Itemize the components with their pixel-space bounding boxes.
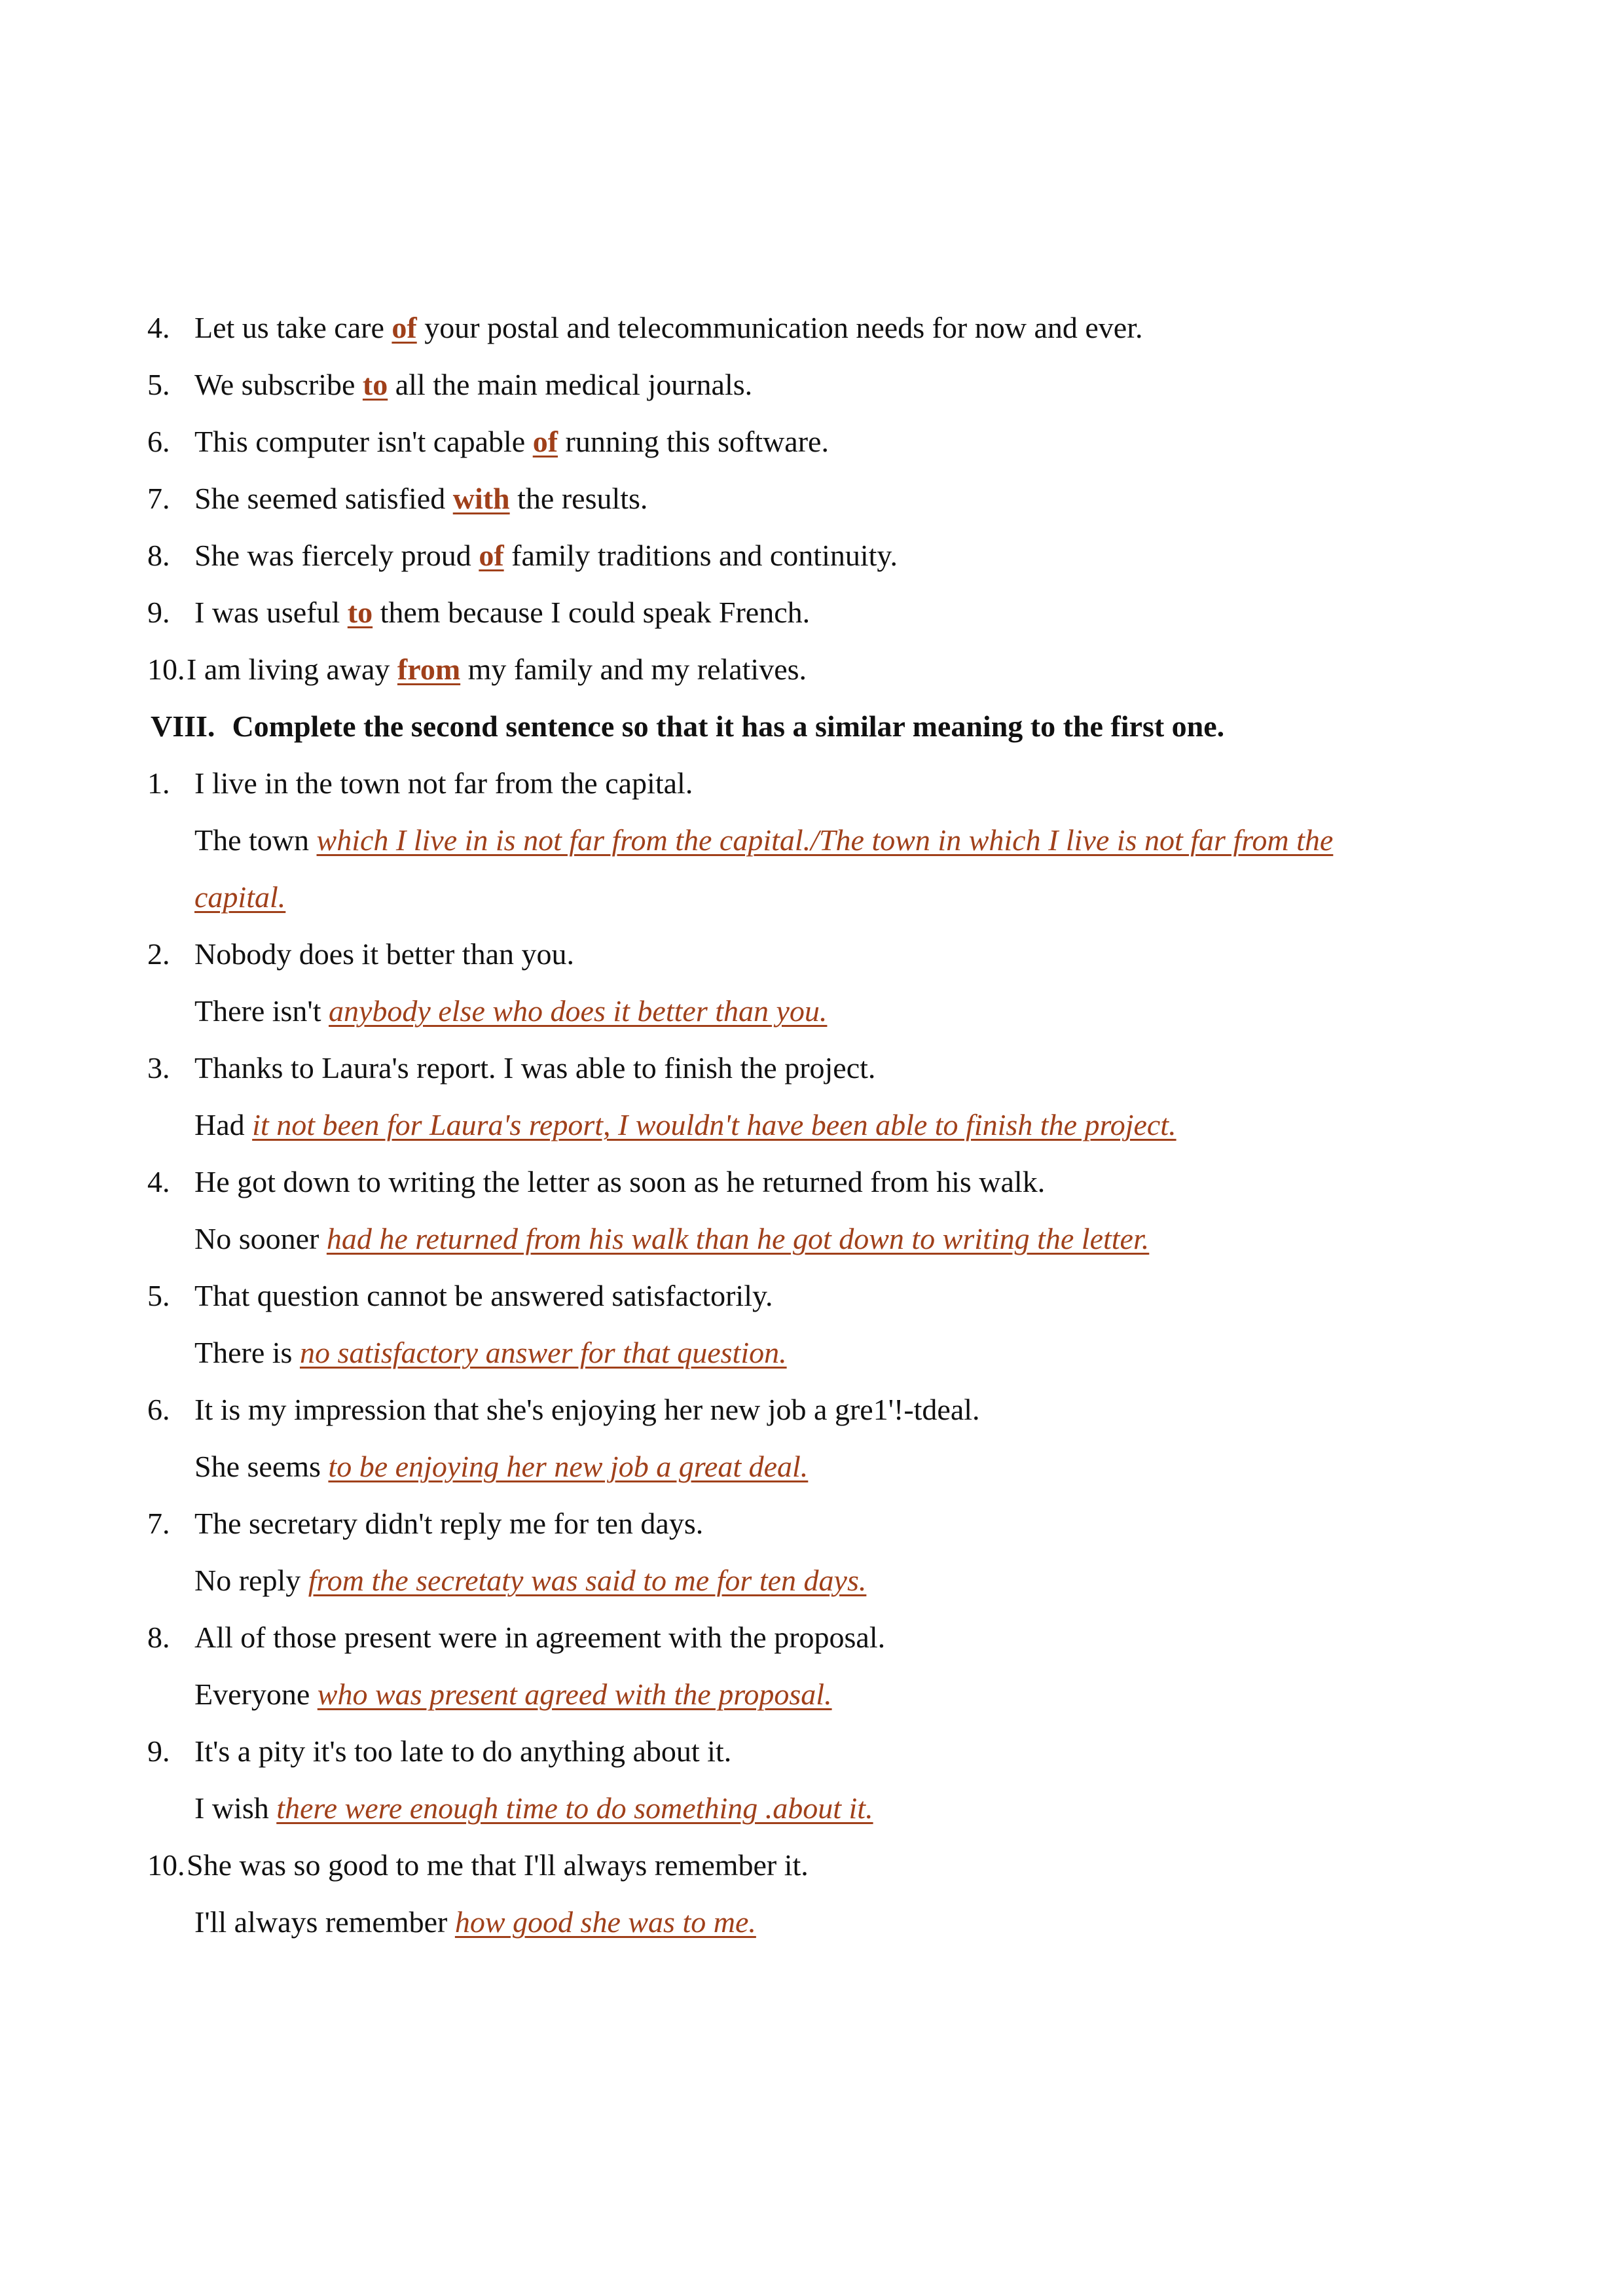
answer-word: of bbox=[392, 311, 417, 344]
item-number: 6. bbox=[147, 1393, 170, 1426]
rewrite-answer: who was present agreed with the proposal. bbox=[317, 1677, 832, 1711]
original-sentence: He got down to writing the letter as soon as he returned from his walk. bbox=[194, 1165, 1046, 1198]
answer-word: to bbox=[347, 596, 373, 629]
rewrite-answer: which I live in is not far from the capital./The town in which I live is not far from the bbox=[316, 823, 1334, 857]
rewrite-answer: anybody else who does it better than you. bbox=[329, 994, 828, 1028]
rewrite-prompt: No sooner bbox=[194, 1222, 327, 1255]
item-number: 3. bbox=[147, 1051, 170, 1085]
rewrite-prompt: No reply bbox=[194, 1564, 308, 1597]
item-number: 1. bbox=[147, 766, 170, 800]
rewrite-answer: capital. bbox=[194, 880, 286, 914]
answer-word: to bbox=[362, 368, 388, 401]
original-sentence: Nobody does it better than you. bbox=[194, 937, 575, 971]
rewrite-prompt: There isn't bbox=[194, 994, 329, 1028]
answer-word: from bbox=[397, 653, 461, 686]
item-number: 5. bbox=[147, 368, 170, 401]
item-number: 7. bbox=[147, 482, 170, 515]
original-sentence: All of those present were in agreement with the proposal. bbox=[194, 1621, 886, 1654]
rewrite-answer: no satisfactory answer for that question. bbox=[299, 1336, 787, 1369]
item-number: 10. bbox=[147, 653, 185, 686]
item-number: 7. bbox=[147, 1507, 170, 1540]
item-sentence: Let us take care of your postal and telecommunication needs for now and ever. bbox=[194, 311, 1143, 344]
item-number: 9. bbox=[147, 596, 170, 629]
rewrite-answer: how good she was to me. bbox=[454, 1905, 756, 1939]
item-number: 5. bbox=[147, 1279, 170, 1312]
rewrite-answer: to be enjoying her new job a great deal. bbox=[328, 1450, 809, 1483]
original-sentence: The secretary didn't reply me for ten days. bbox=[194, 1507, 704, 1540]
section-instruction: Complete the second sentence so that it has a similar meaning to the first one. bbox=[232, 709, 1225, 743]
answer-word: with bbox=[452, 482, 510, 515]
item-number: 2. bbox=[147, 937, 170, 971]
rewrite-answer: it not been for Laura's report, I wouldn't have been able to finish the project. bbox=[252, 1108, 1176, 1141]
original-sentence: She was so good to me that I'll always remember it. bbox=[187, 1848, 809, 1882]
rewrite-prompt: The town bbox=[194, 823, 317, 857]
original-sentence: It is my impression that she's enjoying her new job a gre1'!-tdeal. bbox=[194, 1393, 980, 1426]
item-number: 8. bbox=[147, 1621, 170, 1654]
item-sentence: We subscribe to all the main medical journals. bbox=[194, 368, 753, 401]
original-sentence: I live in the town not far from the capital. bbox=[194, 766, 693, 800]
item-number: 9. bbox=[147, 1734, 170, 1768]
item-sentence: I was useful to them because I could speak French. bbox=[194, 596, 811, 629]
item-number: 6. bbox=[147, 425, 170, 458]
answer-word: of bbox=[479, 539, 504, 572]
rewrite-prompt: I wish bbox=[194, 1791, 277, 1825]
item-number: 4. bbox=[147, 1165, 170, 1198]
rewrite-answer: had he returned from his walk than he got down to writing the letter. bbox=[326, 1222, 1150, 1255]
original-sentence: It's a pity it's too late to do anything about it. bbox=[194, 1734, 732, 1768]
original-sentence: Thanks to Laura's report. I was able to finish the project. bbox=[194, 1051, 876, 1085]
rewrite-answer: from the secretaty was said to me for ten days. bbox=[308, 1564, 867, 1597]
item-number: 4. bbox=[147, 311, 170, 344]
item-number: 8. bbox=[147, 539, 170, 572]
rewrite-answer: there were enough time to do something .about it. bbox=[276, 1791, 873, 1825]
rewrite-prompt: She seems bbox=[194, 1450, 329, 1483]
section-number: VIII. bbox=[151, 709, 215, 743]
item-sentence: She was fiercely proud of family traditions and continuity. bbox=[194, 539, 898, 572]
rewrite-prompt: I'll always remember bbox=[194, 1905, 455, 1939]
item-number: 10. bbox=[147, 1848, 185, 1882]
item-sentence: I am living away from my family and my relatives. bbox=[187, 653, 807, 686]
answer-word: of bbox=[532, 425, 558, 458]
original-sentence: That question cannot be answered satisfactorily. bbox=[194, 1279, 773, 1312]
rewrite-prompt: There is bbox=[194, 1336, 300, 1369]
rewrite-prompt: Had bbox=[194, 1108, 253, 1141]
rewrite-prompt: Everyone bbox=[194, 1677, 318, 1711]
item-sentence: She seemed satisfied with the results. bbox=[194, 482, 648, 515]
item-sentence: This computer isn't capable of running this software. bbox=[194, 425, 829, 458]
